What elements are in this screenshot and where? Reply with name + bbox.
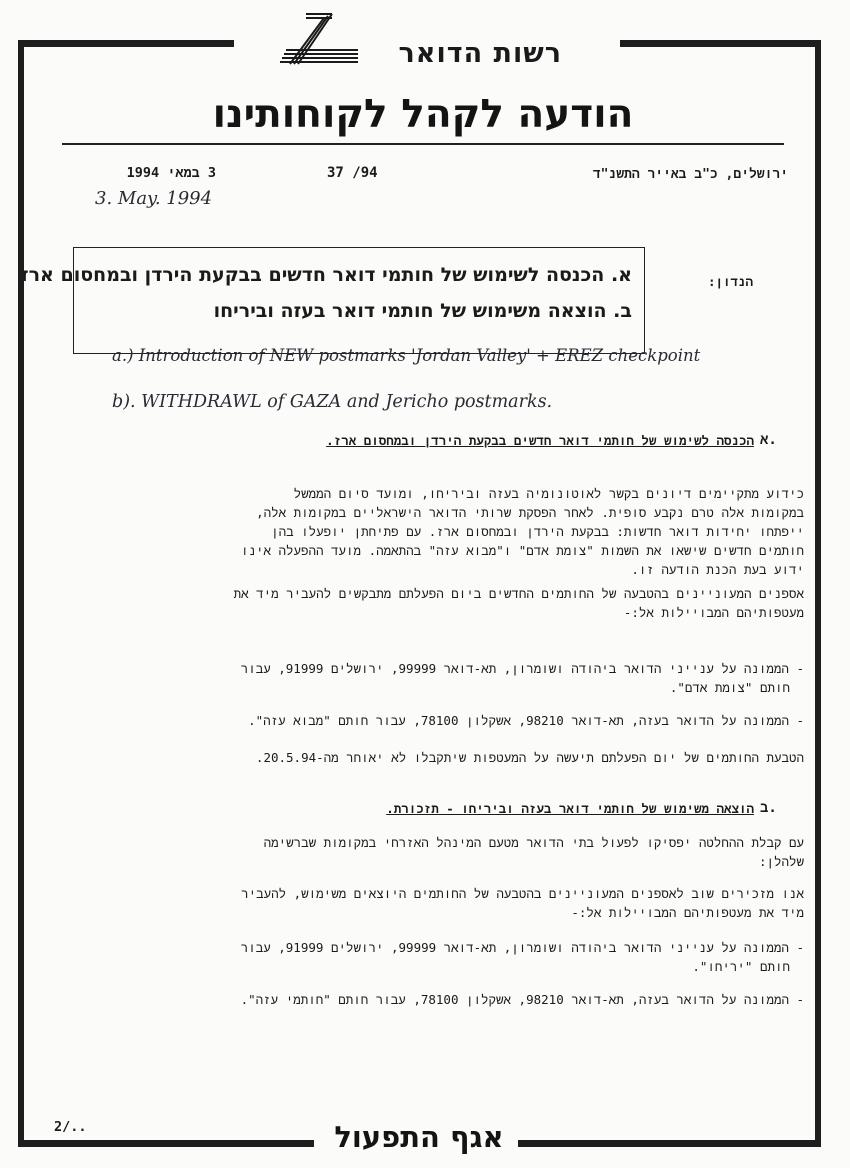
section-a-closing	[256, 748, 804, 767]
text-line: - הממונה על ענייני הדואר ביהודה ושומרון, תא-דואר 99999, ירושלים 91999, עבור	[240, 940, 804, 955]
text-line: אנו מזכירים שוב לאספנים המעוניינים בהטבעה של החותמים היוצאים משימוש, להעביר	[241, 886, 804, 901]
section-a-address-2	[248, 711, 804, 730]
text-line: במקומות אלה טרם נקבע סופית. לאחר הפסקת שרותי הדואר הישראליים במקומות אלה,	[256, 505, 804, 520]
section-b-address-1	[241, 938, 804, 976]
section-b-paragraph-1	[264, 833, 804, 871]
text-line: - הממונה על הדואר בעזה, תא-דואר 98210, אשקלון 78100, עבור חותם "חותמי עזה".	[240, 992, 804, 1007]
reference-number: 37 /94	[327, 165, 378, 181]
section-b-marker: ב.	[760, 800, 777, 816]
date-hebrew: 3 במאי 1994	[126, 165, 216, 181]
text-line: - הממונה על הדואר בעזה, תא-דואר 98210, אשקלון 78100, עבור חותם "מבוא עזה".	[248, 713, 804, 728]
text-line: הטבעת החותמים של יום הפעלתם תיעשה על המעטפות שיתקבלו לא יאוחר מה-20.5.94.	[255, 750, 804, 765]
text-line: כידוע מתקיימים דיונים בקשר לאוטונומיה בעזה וביריחו, ומועד סיום הממשל	[293, 486, 804, 501]
section-b-paragraph-2	[241, 884, 804, 922]
text-line: אספנים המעוניינים בהטבעה של החותמים החדשים ביום הפעלתם מתבקשים להעביר מיד את	[233, 586, 804, 601]
subject-label: הנדון:	[707, 274, 753, 289]
logo-text: רשות הדואר	[398, 38, 562, 69]
place-date: ירושלים, כ"ב באייר התשנ"ד	[592, 167, 788, 182]
handwritten-note-a: a.) Introduction of NEW postmarks 'Jordan Valley' + EREZ checkpoint	[112, 346, 701, 365]
text-line: עם קבלת ההחלטה יפסיקו לפעול בתי הדואר מטעם המינהל האזרחי במקומות שברשימה	[263, 835, 804, 850]
text-line: שלהלן:	[758, 854, 804, 869]
title-underline	[62, 143, 784, 145]
section-b-address-2	[241, 990, 804, 1009]
text-line: - הממונה על ענייני הדואר ביהודה ושומרון, תא-דואר 99999, ירושלים 91999, עבור	[240, 661, 804, 676]
subject-box	[20, 247, 645, 354]
frame-top-right	[620, 40, 820, 47]
page-continuation-marker: 2/..	[54, 1119, 87, 1135]
text-line: ידוע בעת הכנת הודעה זו.	[631, 562, 804, 577]
section-a-address-1	[241, 659, 804, 697]
frame-top-left	[18, 40, 234, 47]
text-line: מעטפותיהם המבויילות אל:-	[623, 605, 804, 620]
postal-authority-logo	[270, 10, 570, 72]
frame-bottom-left	[18, 1140, 314, 1147]
frame-right	[815, 40, 821, 1146]
handwritten-note-b: b). WITHDRAWL of GAZA and Jericho postmarks.	[112, 392, 553, 412]
text-line: מיד את מעטפותיהם המבויילות אל:-	[571, 905, 804, 920]
text-line: חותם "יריחו".	[692, 959, 790, 974]
postal-logo-icon	[280, 10, 360, 72]
subject-line-a: א. הכנסה לשימוש של חותמי דואר חדשים בבקעת הירדן ובמחסום ארז	[20, 264, 632, 286]
subject-line-b: ב. הוצאה משימוש של חותמי דואר בעזה וביריחו	[213, 300, 632, 322]
section-a-title	[326, 431, 754, 450]
date-handwritten: 3. May. 1994	[95, 188, 213, 209]
text-line: חותם "צומת אדם".	[669, 680, 790, 695]
section-a-marker: א.	[760, 432, 777, 448]
text-line: חותמים חדשים שישאו את השמות "צומת אדם" ו"מבוא עזה" בהתאמה. מועד ההפעלה אינו	[240, 543, 804, 558]
department-name: אגף התפעול	[334, 1120, 504, 1154]
section-b-title-text: הוצאה משימוש של חותמי דואר בעזה וביריחו - תזכורת.	[386, 801, 754, 816]
section-a-title-text: הכנסה לשימוש של חותמי דואר חדשים בבקעת הירדן ובמחסום ארז.	[326, 433, 754, 448]
page-title: הודעה לקהל לקוחותינו	[212, 92, 634, 137]
section-a-paragraph-2	[234, 584, 804, 622]
text-line: ייפתחו יחידות דואר חדשות: בבקעת הירדן ובמחסום ארז. עם פתיחתן יופעלו בהן	[271, 524, 804, 539]
frame-bottom-right	[518, 1140, 821, 1147]
frame-left	[18, 40, 24, 1146]
section-a-paragraph-1	[241, 484, 804, 579]
section-b-title	[386, 799, 754, 818]
